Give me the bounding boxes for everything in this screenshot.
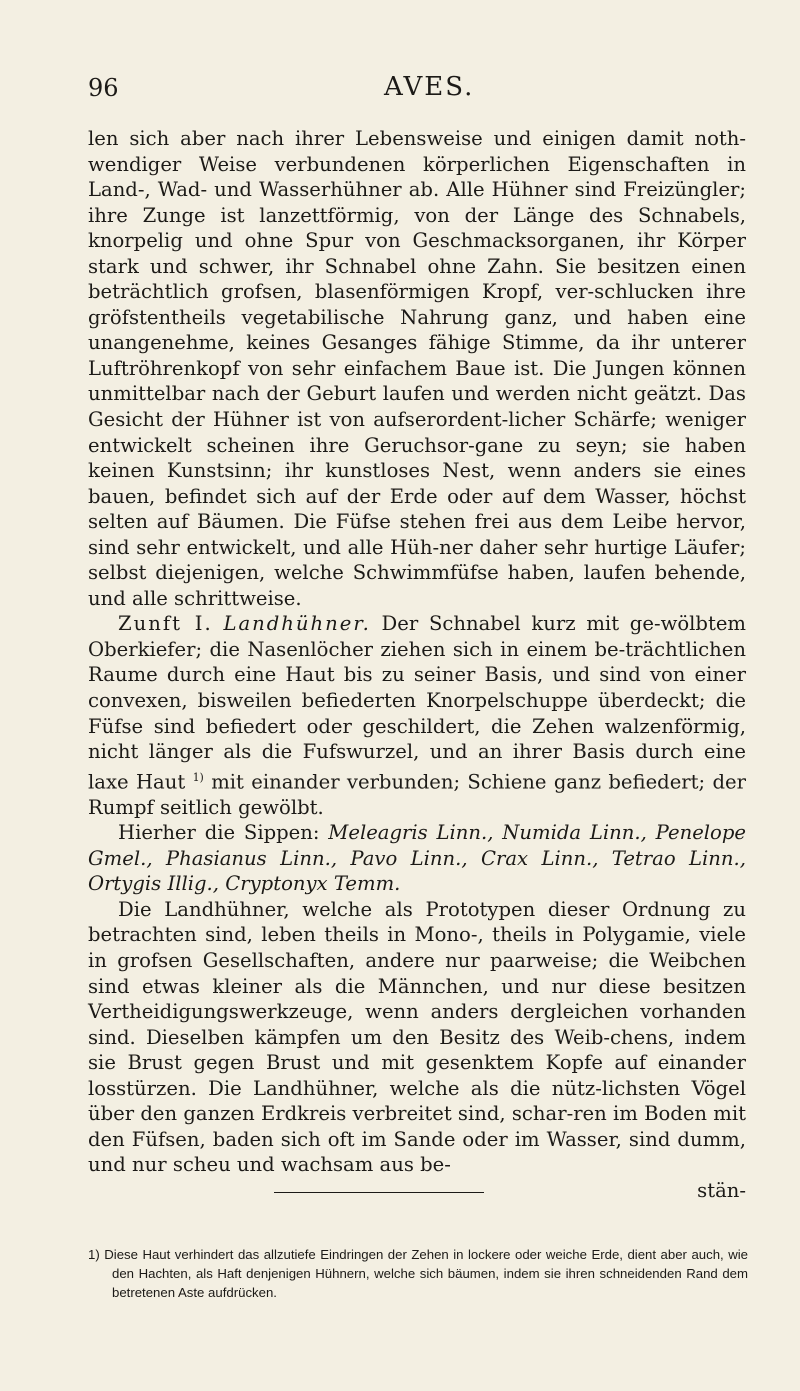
- footnote-separator: [274, 1192, 484, 1193]
- page-number: 96: [88, 74, 119, 102]
- genera-list: Meleagris Linn., Numida Linn., Penelope Gmel., Phasianus Linn., Pavo Linn., Crax Linn., Tetrao Linn., Ortygis Illig., Cryptonyx Temm.: [88, 821, 746, 896]
- footnote: [88, 1245, 748, 1302]
- catchword: stän-: [697, 1178, 746, 1202]
- footnote-reference: 1): [192, 770, 204, 784]
- zunft-description-b: mit einander verbunden; Schiene ganz befiedert; der Rumpf seitlich gewölbt.: [88, 770, 746, 819]
- catchword-row: [88, 1178, 746, 1204]
- genera-lead: Hierher die Sippen:: [118, 821, 329, 845]
- paragraph-genera: [88, 820, 746, 897]
- main-text: [88, 126, 746, 1204]
- zunft-title: Landhühner.: [223, 612, 371, 636]
- zunft-description-a: Der Schnabel kurz mit ge-wölbtem Oberkiefer; die Nasenlöcher ziehen sich in einem be-trächtlichen Raume durch eine Haut bis zu seiner Basis, und sind von einer convexen, bisweilen befiederten Knorpelschuppe überdeckt; die Füfse sind befiedert oder geschildert, die Zehen walzenförmig, nicht länger als die Fufswurzel, und an ihrer Basis durch eine laxe Haut: [88, 612, 746, 794]
- paragraph-landhuehner: Die Landhühner, welche als Prototypen dieser Ordnung zu betrachten sind, leben theils in Mono-, theils in Polygamie, viele in grofsen Gesellschaften, andere nur paarweise; die Weibchen sind etwas kleiner als die Männchen, und nur diese besitzen Vertheidigungswerkzeuge, wenn anders dergleichen vorhanden sind. Dieselben kämpfen um den Besitz des Weib-chens, indem sie Brust gegen Brust und mit gesenktem Kopfe auf einander losstürzen. Die Landhühner, welche als die nütz-lichsten Vögel über den ganzen Erdkreis verbreitet sind, schar-ren im Boden mit den Füfsen, baden sich oft im Sande oder im Wasser, sind dumm, und nur scheu und wachsam aus be-: [88, 897, 746, 1177]
- footnote-marker: 1): [88, 1247, 100, 1262]
- running-title: AVES.: [384, 72, 475, 102]
- footnote-text: Diese Haut verhindert das allzutiefe Eindringen der Zehen in lockere oder weiche Erde, dient aber auch, wie den Hachten, als Haft denjenigen Hühnern, welche sich bäumen, indem sie ihren schneidenden Rand dem betretenen Aste aufdrücken.: [104, 1247, 748, 1300]
- paragraph-zunft-landhuehner: [88, 611, 746, 820]
- paragraph-general: len sich aber nach ihrer Lebensweise und einigen damit noth-wendiger Weise verbundenen körperlichen Eigenschaften in Land-, Wad- und Wasserhühner ab. Alle Hühner sind Freizüngler; ihre Zunge ist lanzettförmig, von der Länge des Schnabels, knorpelig und ohne Spur von Geschmacksorganen, ihr Körper stark und schwer, ihr Schnabel ohne Zahn. Sie besitzen einen beträchtlich grofsen, blasenförmigen Kropf, ver-schlucken ihre gröfstentheils vegetabilische Nahrung ganz, und haben eine unangenehme, keines Gesanges fähige Stimme, da ihr unterer Luftröhrenkopf von sehr einfachem Baue ist. Die Jungen können unmittelbar nach der Geburt laufen und werden nicht geätzt. Das Gesicht der Hühner ist von aufserordent-licher Schärfe; weniger entwickelt scheinen ihre Geruchsor-gane zu seyn; sie haben keinen Kunstsinn; ihr kunstloses Nest, wenn anders sie eines bauen, befindet sich auf der Erde oder auf dem Wasser, höchst selten auf Bäumen. Die Füfse stehen frei aus dem Leibe hervor, sind sehr entwickelt, und alle Hüh-ner daher sehr hurtige Läufer; selbst diejenigen, welche Schwimmfüfse haben, laufen behende, und alle schrittweise.: [88, 127, 746, 610]
- zunft-label: Zunft I.: [118, 612, 213, 636]
